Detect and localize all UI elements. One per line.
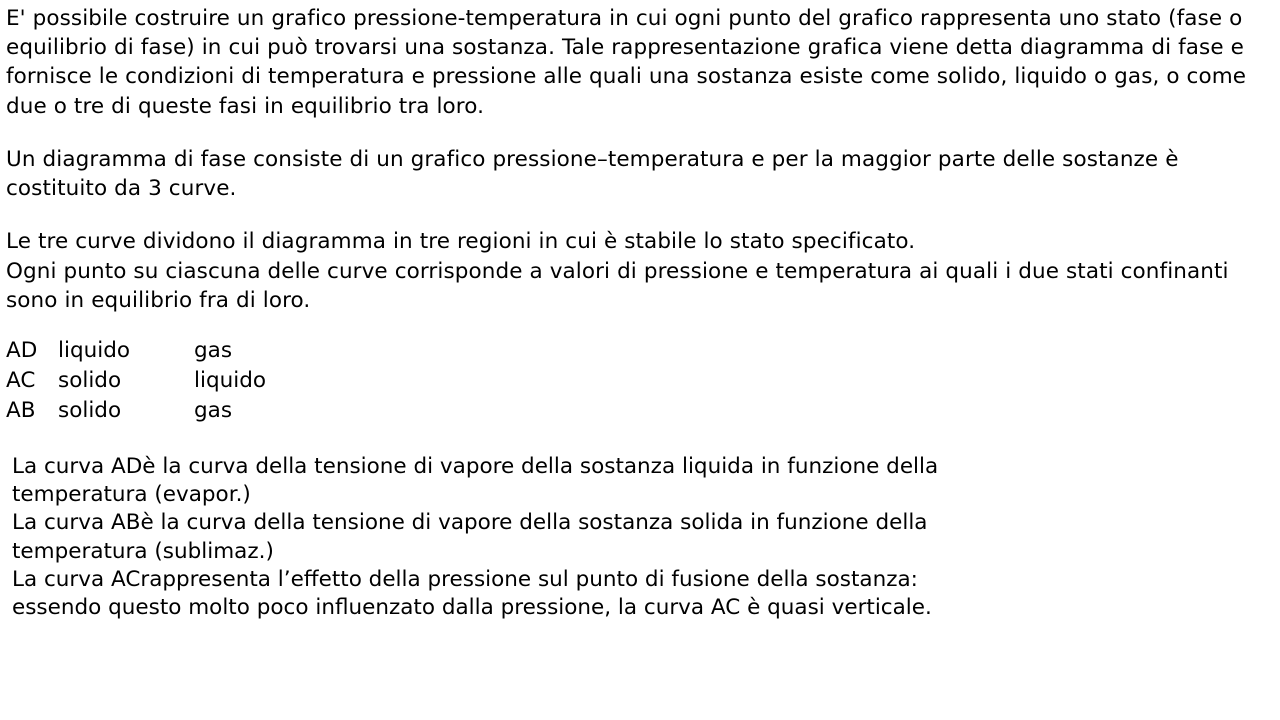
- description-curve-ab: [6, 509, 1270, 566]
- description-ac-line-1: [6, 566, 1270, 594]
- paragraph-regions: Le tre curve dividono il diagramma in tre regioni in cui è stabile lo stato specificato.: [6, 229, 916, 255]
- table-row: [6, 397, 344, 427]
- curve-code: AD: [6, 338, 38, 364]
- curve-phase-2: gas: [194, 397, 233, 423]
- curve-ac-text-1: rappresenta l’effetto della pressione sul punto di fusione della sostanza:: [140, 567, 918, 592]
- curve-phase-1: solido: [58, 397, 122, 423]
- spacer: [6, 203, 1270, 227]
- curve-ab-text-1: è la curva della tensione di vapore della sostanza solida in funzione della: [140, 510, 928, 536]
- description-ac-line-2: essendo questo molto poco influenzato dalla pressione, la curva AC è quasi verticale.: [12, 595, 932, 621]
- description-ab-line-2: temperatura (sublimaz.): [12, 538, 274, 564]
- paragraph-diagram-definition: Un diagramma di fase consiste di un grafico pressione–temperatura e per la maggior parte delle sostanze è costituito da 3 curve.: [6, 146, 1179, 202]
- curve-phase-2: gas: [194, 338, 233, 364]
- paragraph-intro: E' possibile costruire un grafico pressione-temperatura in cui ogni punto del grafico rappresenta uno stato (fase o equilibrio di fase) in cui può trovarsi una sostanza. Tale rappresentazione grafica viene detta diagramma di fase e fornisce le condizioni di temperatura e pressione alle quali una sostanza esiste come solido, liquido o gas, o come due o tre di queste fasi in equilibrio tra loro.: [6, 6, 1247, 119]
- curve-ad-label: La curva AD: [12, 453, 143, 479]
- paragraph-equilibrium: Ogni punto su ciascuna delle curve corrisponde a valori di pressione e temperatura ai quali i due stati confinanti sono in equilibrio fra di loro.: [6, 258, 1229, 313]
- curve-phase-2: liquido: [194, 367, 266, 393]
- curve-code: AB: [6, 397, 36, 423]
- curve-ac-label: La curva AC: [12, 567, 141, 592]
- description-curve-ad: [6, 453, 1270, 510]
- curve-phase-1: liquido: [58, 338, 130, 364]
- description-curve-ac: [6, 566, 1270, 623]
- spacer: [6, 427, 1270, 453]
- spacer: [6, 315, 1270, 337]
- curve-ab-label: La curva AB: [12, 510, 141, 536]
- spacer: [6, 121, 1270, 145]
- curve-phase-table: [6, 337, 344, 426]
- table-row: [6, 367, 344, 397]
- curve-ad-text-1: è la curva della tensione di vapore della sostanza liquida in funzione della: [142, 453, 939, 479]
- description-ad-line-2: temperatura (evapor.): [12, 481, 251, 507]
- curve-code: AC: [6, 367, 36, 393]
- curve-phase-1: solido: [58, 367, 122, 393]
- description-ad-line-1: [6, 453, 1270, 481]
- table-row: [6, 337, 344, 367]
- description-ab-line-1: [6, 509, 1270, 537]
